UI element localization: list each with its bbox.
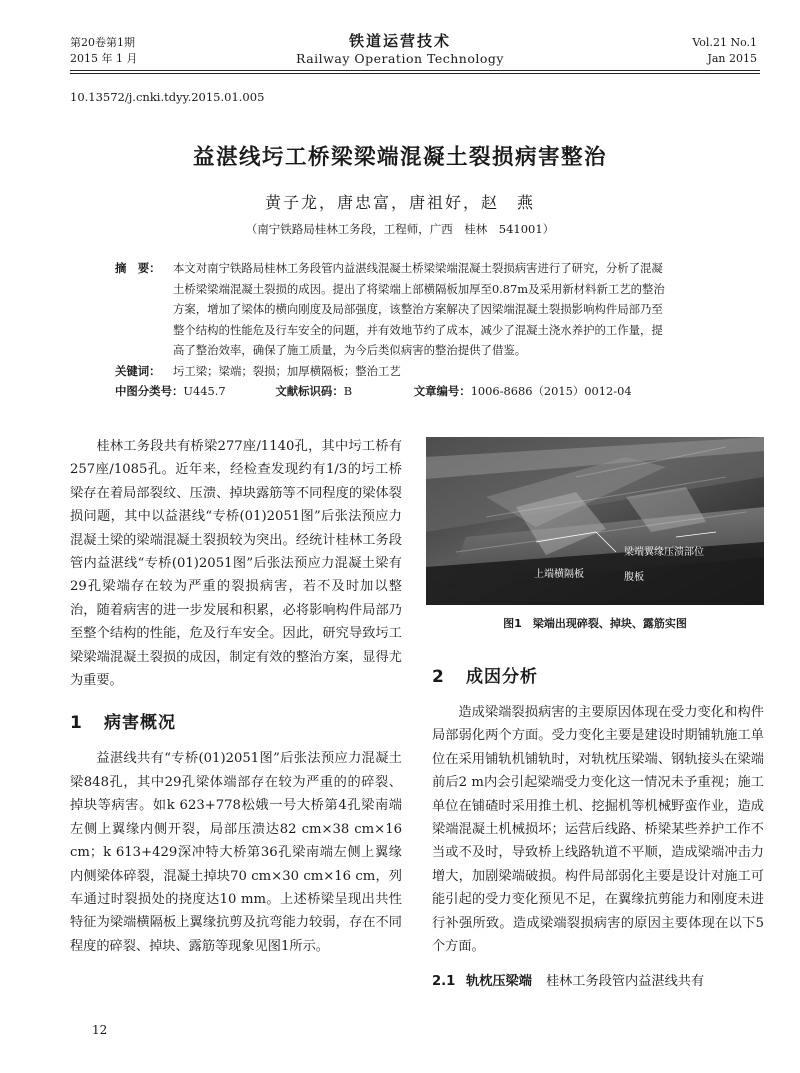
- abstract-line: 整个结构的性能危及行车安全的问题，并有效地节约了成本，减少了混凝土浇水养护的工作量，提: [173, 322, 663, 337]
- abstract-body: [173, 258, 665, 361]
- right-column: [432, 662, 764, 994]
- header-date: 2015 年 1 月: [70, 52, 138, 65]
- section-2-number: 2: [432, 667, 445, 687]
- intro-paragraph: 桂林工务段共有桥梁277座/1140孔，其中圬工桥有257座/1085孔。近年来，经检查发现约有1/3的圬工桥梁存在着局部裂纹、压溃、掉块露筋等不同程度的梁体裂损问题，其中以益湛线“专桥(01)2051图”后张法预应力混凝土梁的梁端混凝土裂损较为突出。经统计桂林工务段管内益湛线“专桥(01)2051图”后张法预应力混凝土梁有29孔梁端存在较为严重的裂损病害，若不及时加以整治，随着病害的进一步发展和积累，必将影响构件局部乃至整个结构的性能，危及行车安全。因此，研究导致圬工梁梁端混凝土裂损的成因，制定有效的整治方案，显得尤为重要。: [70, 439, 402, 689]
- article-no-label: 文章编号：: [413, 384, 471, 398]
- abstract: [115, 258, 765, 402]
- keywords-text: 圬工梁；梁端；裂损；加厚横隔板；整治工艺: [173, 363, 401, 378]
- doc-code-label: 文献标识码：: [275, 384, 344, 398]
- header-journal-title-en: Railway Operation Technology: [296, 51, 504, 66]
- article-no-value: 1006-8686（2015）0012-04: [470, 384, 632, 398]
- figure-1-image: [426, 437, 764, 605]
- figure-1-label-damage: 梁端翼缘压溃部位: [624, 547, 704, 558]
- affiliation: （南宁铁路局桂林工务段，工程师，广西 桂林 541001）: [245, 222, 555, 236]
- classification-row: [115, 381, 765, 402]
- header-rule-top: [70, 70, 760, 71]
- figure-1-photo: [426, 437, 764, 605]
- keywords: [115, 361, 765, 382]
- figure-1-label-web: 腹板: [624, 572, 644, 583]
- section-1-paragraph: 益湛线共有“专桥(01)2051图”后张法预应力混凝土梁848孔，其中29孔梁体端部存在较为严重的的碎裂、掉块等病害。如k 623+778松娥一号大桥第4孔梁南端左侧上翼缘内侧开裂，局部压溃达82 cm×38 cm×16 cm；k 613+429深冲特大桥第36孔梁南端左侧上翼缘内侧梁体碎裂，混凝土掉块70 cm×30 cm×16 cm，列车通过时裂损处的挠度达10 mm。上述桥梁呈现出共性特征为梁端横隔板上翼缘抗剪及抗弯能力较弱，存在不同程度的碎裂、掉块、露筋等现象见图1所示。: [70, 751, 402, 954]
- section-2-paragraph: 造成梁端裂损病害的主要原因体现在受力变化和构件局部弱化两个方面。受力变化主要是建设时期铺轨施工单位在采用铺轨机铺轨时，对轨枕压梁端、钢轨接头在梁端前后2 m内会引起梁端受力变化这一情况未予重视；施工单位在铺碴时采用推土机、挖掘机等机械野蛮作业，造成梁端混凝土机械损坏；运营后线路、桥梁某些养护工作不当或不及时，导致桥上线路轨道不平顺，造成梁端冲击力增大，加剧梁端破损。构件局部弱化主要是设计对施工可能引起的受力变化预见不足，在翼缘抗剪能力和刚度未进行补强所致。造成梁端裂损病害的原因主要体现在以下5个方面。: [432, 705, 764, 955]
- subsection-2-1-text: 桂林工务段管内益湛线共有: [545, 974, 705, 990]
- abstract-line: 方案，增加了梁体的横向刚度及局部强度，该整治方案解决了因梁端混凝土裂损影响构件局部乃至: [173, 302, 663, 316]
- section-2-title: 成因分析: [466, 667, 538, 687]
- doc-code-value: B: [343, 384, 353, 398]
- figure-1-label-diaphragm: 上端横隔板: [534, 569, 584, 580]
- section-1-title: 病害概况: [104, 713, 176, 734]
- abstract-line: 土桥梁梁端混凝土裂损的成因。提出了将梁端上部横隔板加厚至0.87m及采用新材料新工艺的整治: [173, 281, 665, 296]
- abstract-line: 本文对南宁铁路局桂林工务段管内益湛线混凝土桥梁梁端混凝土裂损病害进行了研究，分析了混凝: [173, 261, 663, 275]
- article-title: 益湛线圬工桥梁梁端混凝土裂损病害整治: [192, 145, 607, 170]
- subsection-2-1: [432, 970, 764, 993]
- keywords-label: 关键词：: [115, 363, 161, 378]
- header-journal-title: 铁道运营技术: [348, 32, 451, 50]
- subsection-2-1-number: 2.1: [432, 974, 456, 990]
- page-number: 12: [92, 1023, 108, 1037]
- clc-label: 中图分类号：: [115, 384, 184, 398]
- subsection-2-1-title: 轨枕压梁端: [466, 974, 532, 990]
- doi: 10.13572/j.cnki.tdyy.2015.01.005: [70, 90, 265, 104]
- header-date-en: Jan 2015: [707, 52, 757, 65]
- header-rule-bottom: [70, 73, 760, 74]
- authors: 黄子龙，唐忠富，唐祖好，赵 燕: [264, 193, 535, 212]
- header-volume-issue: 第20卷第1期: [70, 36, 135, 49]
- section-1-number: 1: [70, 713, 83, 734]
- left-column: [70, 435, 402, 958]
- clc-value: U445.7: [183, 384, 226, 398]
- abstract-line: 高了整治效率，确保了施工质量，为今后类似病害的整治提供了借鉴。: [173, 343, 527, 357]
- section-2-heading: [432, 662, 764, 687]
- figure-1-caption: 图1 梁端出现碎裂、掉块、露筋实图: [503, 617, 687, 630]
- abstract-label: 摘 要：: [115, 261, 161, 275]
- section-1-heading: [70, 708, 402, 733]
- header-volume-issue-en: Vol.21 No.1: [692, 36, 757, 49]
